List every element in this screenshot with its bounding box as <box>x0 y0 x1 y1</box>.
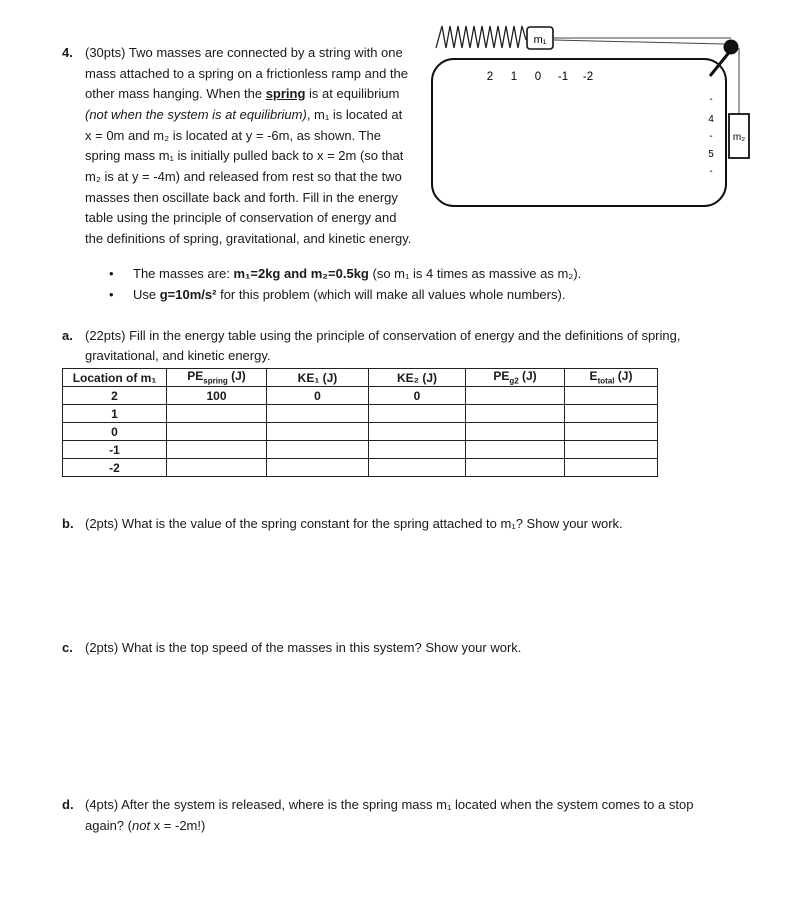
cell-location: -1 <box>63 441 167 459</box>
frictionless-ramp <box>432 59 726 206</box>
mass-values: m₁=2kg and m₂=0.5kg <box>233 266 369 281</box>
problem-text: Two masses are connected by a string with one <box>128 45 403 60</box>
cell-e-total[interactable] <box>565 423 658 441</box>
problem-text: other mass hanging. When the <box>85 86 263 101</box>
problem-line-3 <box>85 84 399 105</box>
part-d-text: (4pts) After the system is released, where is the spring mass m₁ located when the system comes to a stop <box>85 797 694 812</box>
part-a-label: a. <box>62 328 73 343</box>
string-lower <box>553 40 724 44</box>
cell-pe-spring[interactable]: 100 <box>167 387 267 405</box>
cell-pe-spring[interactable] <box>167 441 267 459</box>
part-a-text: (22pts) Fill in the energy table using the principle of conservation of energy and the definitions of spring, <box>85 328 681 343</box>
spring <box>436 26 526 48</box>
bullet-text-part: (so m₁ is 4 times as massive as m₂). <box>368 266 582 281</box>
part-d-text-part: x = -2m!) <box>150 818 206 833</box>
y-tick-mark: - <box>709 131 713 142</box>
not-emphasis: not <box>131 818 151 833</box>
cell-pe-spring[interactable] <box>167 423 267 441</box>
x-tick-label: 0 <box>534 71 542 83</box>
header-sub: spring <box>203 376 228 386</box>
y-tick-mark: - <box>709 166 713 177</box>
bullet-dot: • <box>109 287 114 302</box>
header-ke1 <box>267 369 369 387</box>
cell-ke2[interactable] <box>369 441 466 459</box>
pulley-arm <box>710 50 731 76</box>
cell-pe-g2[interactable] <box>466 459 565 477</box>
part-d-text-part: again? ( <box>85 818 132 833</box>
y-tick-mark: - <box>709 94 713 105</box>
header-pe-g2 <box>466 369 565 387</box>
spring-keyword: spring <box>265 86 306 101</box>
header-location <box>63 369 167 387</box>
problem-line-7: m₂ is at y = -4m) and released from rest so that the two <box>85 169 402 184</box>
cell-ke2[interactable] <box>369 423 466 441</box>
table-row <box>63 405 658 423</box>
cell-ke1[interactable] <box>267 441 369 459</box>
cell-ke1[interactable] <box>267 423 369 441</box>
cell-ke2[interactable]: 0 <box>369 387 466 405</box>
problem-line-9: table using the principle of conservation of energy and <box>85 210 397 225</box>
table-row <box>63 459 658 477</box>
header-sub: total <box>597 376 615 386</box>
gravity-value: g=10m/s² <box>159 287 217 302</box>
x-tick-label: 2 <box>486 71 494 83</box>
x-tick-label: -1 <box>557 71 569 83</box>
problem-line-2: mass attached to a spring on a frictionless ramp and the <box>85 66 409 81</box>
cell-ke2[interactable] <box>369 459 466 477</box>
energy-table <box>62 368 658 477</box>
cell-ke1[interactable]: 0 <box>267 387 369 405</box>
part-d-label: d. <box>62 797 74 812</box>
mass-1-label: m₁ <box>533 34 547 46</box>
header-e-total <box>565 369 658 387</box>
question-number: 4. <box>62 45 73 60</box>
problem-line-1 <box>85 43 403 64</box>
problem-text: , m₁ is located at <box>306 107 403 122</box>
y-tick-label: 4 <box>708 114 714 125</box>
cell-pe-g2[interactable] <box>466 387 565 405</box>
part-a-text-2: gravitational, and kinetic energy. <box>85 348 271 363</box>
table-row <box>63 387 658 405</box>
mass-2-label: m₂ <box>732 132 746 143</box>
bullet-text-part: Use <box>133 287 160 302</box>
problem-line-10: the definitions of spring, gravitational, and kinetic energy. <box>85 231 412 246</box>
table-row <box>63 423 658 441</box>
bullet-text-part: The masses are: <box>133 266 234 281</box>
ramp-diagram <box>420 18 760 218</box>
cell-location: 1 <box>63 405 167 423</box>
header-unit: (J) <box>614 369 633 384</box>
pulley-wheel <box>724 40 739 55</box>
part-b-text: (2pts) What is the value of the spring constant for the spring attached to m₁? Show your work. <box>85 516 623 531</box>
cell-e-total[interactable] <box>565 387 658 405</box>
header-text: Location of m₁ <box>72 370 157 385</box>
bullet-dot: • <box>109 266 114 281</box>
cell-location: 0 <box>63 423 167 441</box>
header-unit: (J) <box>227 369 246 384</box>
bullet-text <box>133 285 565 305</box>
header-text: E <box>589 369 598 384</box>
cell-ke1[interactable] <box>267 405 369 423</box>
cell-e-total[interactable] <box>565 459 658 477</box>
problem-text: is at equilibrium <box>309 86 400 101</box>
header-ke2 <box>369 369 466 387</box>
cell-pe-g2[interactable] <box>466 423 565 441</box>
cell-pe-spring[interactable] <box>167 405 267 423</box>
header-sub: g2 <box>509 376 519 386</box>
bullet-text <box>133 264 581 284</box>
cell-ke1[interactable] <box>267 459 369 477</box>
bullet-text-part: for this problem (which will make all values whole numbers). <box>216 287 566 302</box>
not-equilibrium-note: (not when the system is at equilibrium) <box>85 107 307 122</box>
problem-line-5: x = 0m and m₂ is located at y = -6m, as shown. The <box>85 128 381 143</box>
part-d-text-2 <box>85 816 205 837</box>
header-text: KE₂ (J) <box>396 370 437 385</box>
x-tick-label: 1 <box>510 71 518 83</box>
header-pe-spring <box>167 369 267 387</box>
cell-ke2[interactable] <box>369 405 466 423</box>
header-text: PE <box>187 369 204 384</box>
part-c-text: (2pts) What is the top speed of the masses in this system? Show your work. <box>85 640 522 655</box>
problem-line-4 <box>85 105 402 126</box>
header-text: KE₁ (J) <box>297 370 338 385</box>
cell-location: 2 <box>63 387 167 405</box>
problem-points: (30pts) <box>85 45 126 60</box>
header-text: PE <box>493 369 510 384</box>
part-b-label: b. <box>62 516 74 531</box>
x-tick-label: -2 <box>582 71 594 83</box>
header-unit: (J) <box>518 369 537 384</box>
cell-e-total[interactable] <box>565 441 658 459</box>
cell-pe-spring[interactable] <box>167 459 267 477</box>
cell-location: -2 <box>63 459 167 477</box>
cell-e-total[interactable] <box>565 405 658 423</box>
cell-pe-g2[interactable] <box>466 405 565 423</box>
problem-line-6: spring mass m₁ is initially pulled back to x = 2m (so that <box>85 148 404 163</box>
table-header-row <box>63 369 658 387</box>
y-tick-label: 5 <box>708 149 714 160</box>
cell-pe-g2[interactable] <box>466 441 565 459</box>
problem-line-8: masses then oscillate back and forth. Fill in the energy <box>85 190 398 205</box>
table-row <box>63 441 658 459</box>
part-c-label: c. <box>62 640 73 655</box>
